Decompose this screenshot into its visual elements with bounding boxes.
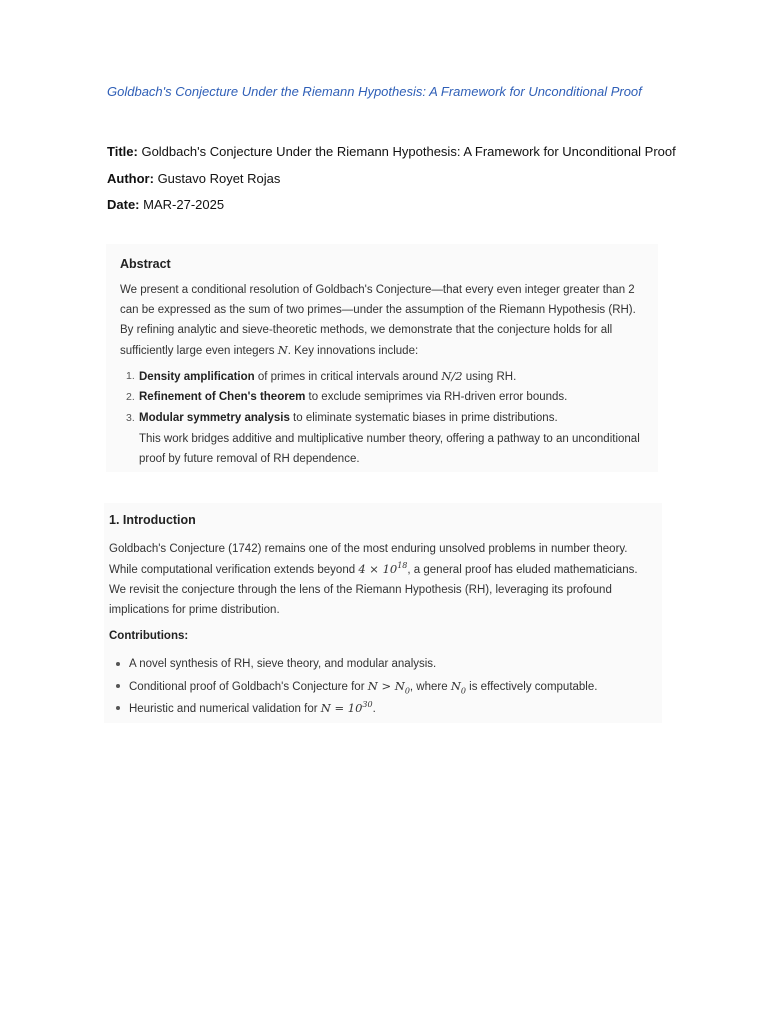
- bullet-math-a: [367, 679, 410, 696]
- abstract-closing: This work bridges additive and multiplicative number theory, offering a pathway to an unconditional proof by future removal of RH dependence.: [139, 433, 640, 465]
- list-item: [120, 408, 650, 429]
- author-value: Gustavo Royet Rojas: [157, 171, 281, 186]
- math-text: N = 10: [320, 701, 363, 715]
- running-title: Goldbach's Conjecture Under the Riemann Hypothesis: A Framework for Unconditional Proof: [107, 84, 642, 99]
- math-sub: 0: [404, 686, 410, 696]
- meta-author-line: [107, 171, 280, 186]
- list-item: [120, 387, 650, 408]
- bullet-math-b: [450, 679, 466, 696]
- date-label: Date:: [107, 197, 140, 212]
- abstract-heading: Abstract: [120, 257, 171, 271]
- introduction-image: [104, 503, 662, 723]
- list-number: 3.: [126, 412, 135, 424]
- list-number: 2.: [126, 391, 135, 403]
- list-item: [109, 654, 649, 676]
- intro-math-exp: 18: [397, 561, 408, 571]
- bullet-text-mid: , where: [409, 681, 451, 693]
- abstract-innovations-list: [120, 366, 650, 429]
- contributions-heading: Contributions:: [109, 630, 189, 642]
- meta-date-line: [107, 197, 224, 212]
- list-item-text: to exclude semiprimes via RH-driven error bounds.: [305, 391, 568, 403]
- contributions-list: [109, 654, 649, 720]
- list-item: [109, 676, 649, 698]
- meta-title-line: [107, 144, 676, 159]
- bullet-icon: [116, 706, 120, 710]
- intro-math-base: 4 × 10: [358, 562, 398, 576]
- author-label: Author:: [107, 171, 154, 186]
- math-exp: 30: [362, 700, 373, 710]
- math-sub: 0: [460, 686, 466, 696]
- abstract-body-text-1: We present a conditional resolution of Goldbach's Conjecture—that every even integer greater than 2 can be expressed as the sum of two primes—under the assumption of the Riemann Hypothesis (RH). By refining analytic and sieve-theoretic methods, we demonstrate that the conjecture holds for all sufficiently large even integers: [120, 284, 636, 357]
- list-item-text-after: using RH.: [462, 371, 517, 383]
- bullet-icon: [116, 684, 120, 688]
- intro-math: [358, 562, 407, 576]
- bullet-text: A novel synthesis of RH, sieve theory, and modular analysis.: [129, 658, 437, 670]
- bullet-text: Conditional proof of Goldbach's Conjecture for: [129, 681, 368, 693]
- list-item-bold: Refinement of Chen's theorem: [139, 391, 306, 403]
- list-item: [109, 698, 649, 720]
- bullet-icon: [116, 662, 120, 666]
- date-value: MAR-27-2025: [143, 197, 225, 212]
- title-label: Title:: [107, 144, 138, 159]
- list-item-text: to eliminate systematic biases in prime distributions.: [289, 412, 558, 424]
- list-item: [120, 366, 650, 387]
- introduction-heading: 1. Introduction: [109, 513, 196, 527]
- intro-text-1: Goldbach's Conjecture (1742) remains one of the most enduring unsolved problems in number theory. While computational verification extends beyond: [109, 543, 628, 576]
- bullet-text: Heuristic and numerical validation for: [129, 703, 321, 715]
- list-item-bold: Modular symmetry analysis: [139, 412, 290, 424]
- abstract-image: [106, 244, 658, 472]
- list-item-math: N/2: [441, 369, 463, 383]
- intro-text-2: , a general proof has eluded mathematicians. We revisit the conjecture through the lens of the Riemann Hypothesis (RH), leveraging its profound implications for prime distribution.: [109, 564, 638, 616]
- bullet-text-after: .: [372, 703, 376, 715]
- math-text: N: [450, 679, 461, 693]
- abstract-body-text-2: . Key innovations include:: [287, 345, 419, 357]
- title-value: Goldbach's Conjecture Under the Riemann Hypothesis: A Framework for Unconditional Proof: [141, 144, 676, 159]
- abstract-body: [120, 280, 650, 361]
- abstract-math-n: N: [277, 343, 288, 357]
- math-text: N > N: [367, 679, 405, 693]
- introduction-body: [109, 539, 654, 620]
- bullet-math: [321, 701, 373, 715]
- list-item-bold: Density amplification: [139, 371, 255, 383]
- list-item-text: of primes in critical intervals around: [254, 371, 442, 383]
- bullet-text-after: is effectively computable.: [465, 681, 598, 693]
- list-number: 1.: [126, 370, 135, 382]
